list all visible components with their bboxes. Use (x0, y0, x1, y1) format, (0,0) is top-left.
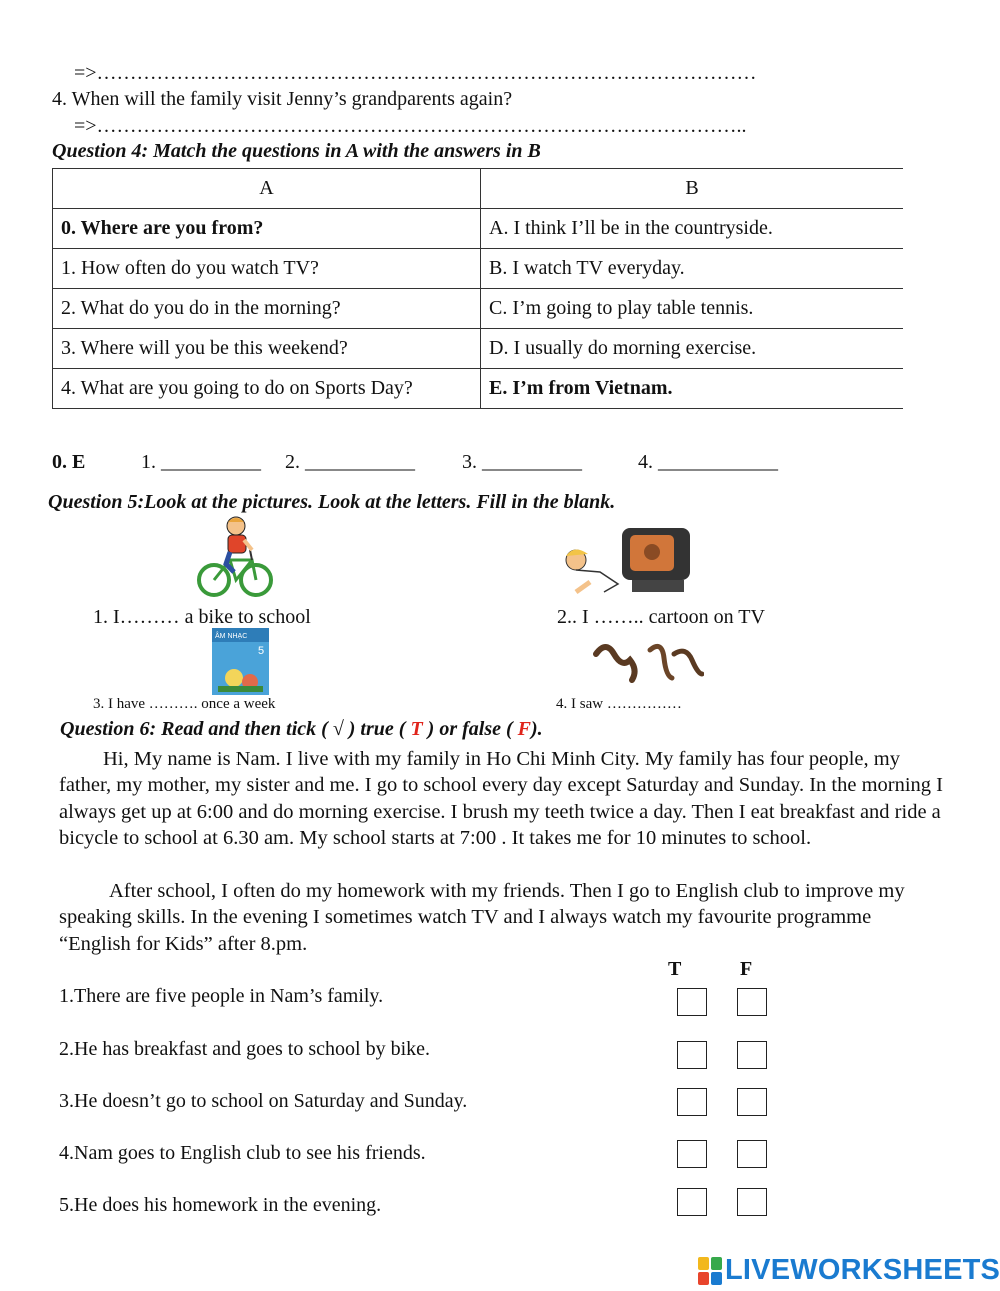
logo-icon (698, 1257, 722, 1285)
table-row (53, 329, 904, 369)
true-checkbox-1[interactable] (677, 988, 707, 1016)
true-checkbox-5[interactable] (677, 1188, 707, 1216)
answer-blank-3[interactable]: 3. __________ (462, 451, 582, 473)
logo-text: LIVEWORKSHEETS (725, 1254, 1000, 1286)
column-header-b: B (481, 169, 904, 209)
question-6-title (60, 718, 543, 741)
table-row (53, 249, 904, 289)
fill-item-4[interactable]: 4. I saw …………… (556, 696, 682, 712)
false-letter: F (517, 718, 531, 740)
question-5-title: Question 5:Look at the pictures. Look at the letters. Fill in the blank. (48, 491, 616, 513)
question-6-title-post: ). (530, 718, 543, 740)
true-checkbox-4[interactable] (677, 1140, 707, 1168)
match-table (52, 168, 903, 409)
fill-item-2[interactable]: 2.. I …….. cartoon on TV (557, 606, 765, 628)
question-cell: 4. What are you going to do on Sports Day? (53, 369, 481, 409)
question-cell: 0. Where are you from? (53, 209, 481, 249)
answer-example: 0. E (52, 451, 86, 473)
statement-5: 5.He does his homework in the evening. (59, 1194, 382, 1216)
statement-1: 1.There are five people in Nam’s family. (59, 985, 384, 1007)
column-false-label: F (740, 958, 753, 980)
false-checkbox-2[interactable] (737, 1041, 767, 1069)
question-6-title-pre: Question 6: Read and then tick ( √ ) true ( (60, 718, 411, 740)
column-header-a: A (53, 169, 481, 209)
false-checkbox-1[interactable] (737, 988, 767, 1016)
answer-cell: A. I think I’ll be in the countryside. (481, 209, 904, 249)
true-checkbox-3[interactable] (677, 1088, 707, 1116)
table-row (53, 369, 904, 409)
question-cell: 3. Where will you be this weekend? (53, 329, 481, 369)
answer-line-2[interactable]: =>…………………………………………………………………………………….. (74, 115, 747, 137)
fill-item-3[interactable]: 3. I have ………. once a week (93, 696, 276, 712)
true-checkbox-2[interactable] (677, 1041, 707, 1069)
answer-cell: D. I usually do morning exercise. (481, 329, 904, 369)
fill-item-1[interactable]: 1. I……… a bike to school (93, 606, 311, 628)
book-number: 5 (258, 645, 265, 657)
false-checkbox-3[interactable] (737, 1088, 767, 1116)
boy-riding-bike-picture (196, 514, 274, 600)
answer-line-1[interactable]: =>……………………………………………………………………………………… (74, 62, 757, 84)
reading-paragraph-2: After school, I often do my homework with my friends. Then I go to English club to improve my speaking skills. In the evening I sometimes watch TV and I always watch my favourite programme “English for Kids” after 8.pm. (59, 880, 905, 955)
false-checkbox-4[interactable] (737, 1140, 767, 1168)
true-letter: T (410, 718, 423, 740)
book-title: ÂM NHẠC (215, 633, 248, 640)
liveworksheets-logo (698, 1254, 1000, 1287)
reading-paragraph-1: Hi, My name is Nam. I live with my family in Ho Chi Minh City. My family has four people, my father, my mother, my sister and me. I go to school every day except Saturday and Sunday. In the morning I always get up at 6:00 and do morning exercise. I brush my teeth twice a day. Then I eat breakfast and ride a bicycle to school at 6.30 am. My school starts at 7:00 . It takes me for 10 minutes to school. (59, 748, 943, 850)
answer-blank-4[interactable]: 4. ____________ (638, 451, 778, 473)
question-3-item-4: 4. When will the family visit Jenny’s grandparents again? (52, 88, 513, 110)
answer-blank-1[interactable]: 1. __________ (141, 451, 261, 473)
answer-blank-2[interactable]: 2. ___________ (285, 451, 415, 473)
statement-4: 4.Nam goes to English club to see his friends. (59, 1142, 426, 1164)
answer-cell: C. I’m going to play table tennis. (481, 289, 904, 329)
false-checkbox-5[interactable] (737, 1188, 767, 1216)
answer-cell: E. I’m from Vietnam. (481, 369, 904, 409)
table-row (53, 289, 904, 329)
statement-2: 2.He has breakfast and goes to school by bike. (59, 1038, 431, 1060)
answer-cell: B. I watch TV everyday. (481, 249, 904, 289)
girl-watching-tv-picture (560, 526, 694, 598)
table-row (53, 209, 904, 249)
music-book-picture (212, 628, 269, 695)
snakes-picture (592, 640, 704, 684)
question-cell: 1. How often do you watch TV? (53, 249, 481, 289)
question-6-title-mid: ) or false ( (422, 718, 518, 740)
question-4-title: Question 4: Match the questions in A with the answers in B (52, 140, 541, 162)
column-true-label: T (668, 958, 682, 980)
question-cell: 2. What do you do in the morning? (53, 289, 481, 329)
statement-3: 3.He doesn’t go to school on Saturday and Sunday. (59, 1090, 468, 1112)
